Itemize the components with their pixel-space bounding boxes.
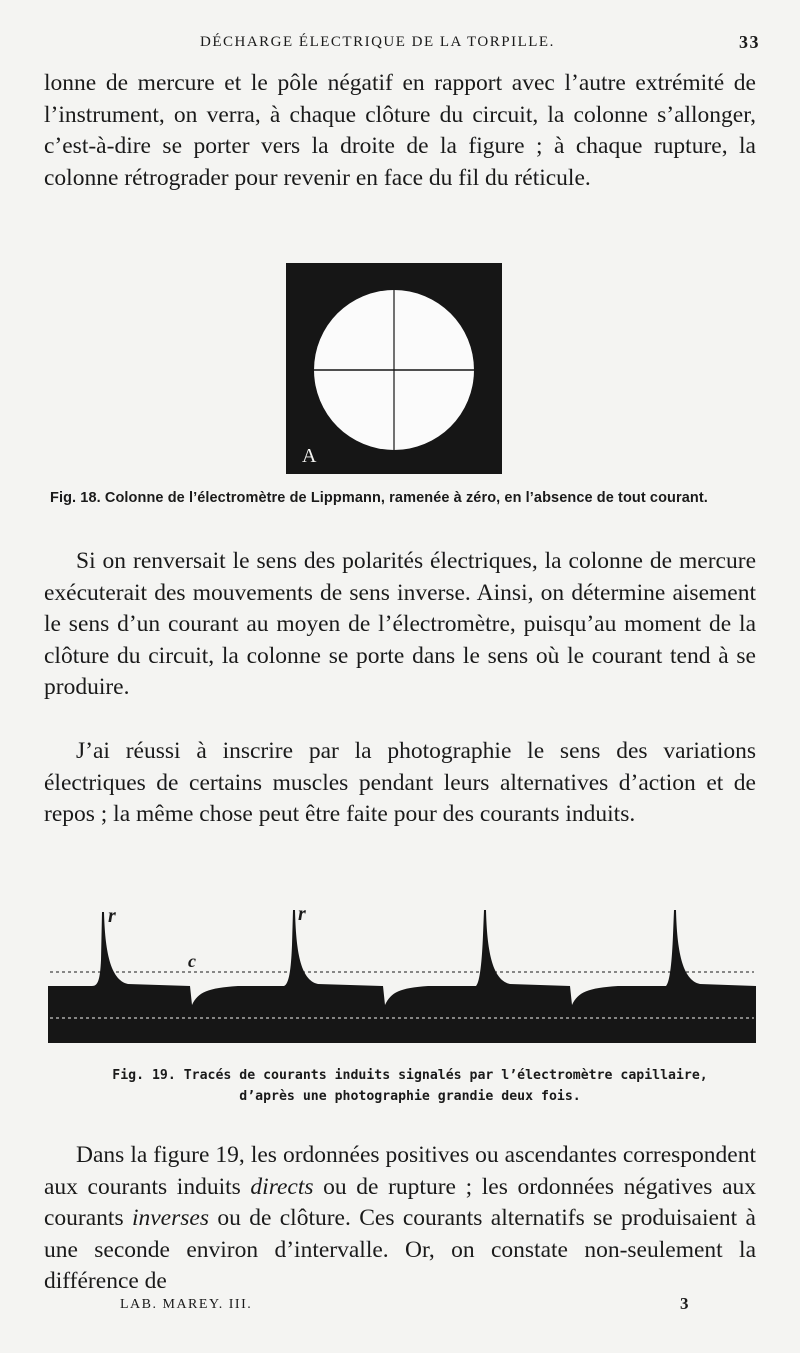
paragraph-4-emphasis-inverses: inverses bbox=[131, 1205, 209, 1231]
figure-19-caption bbox=[90, 1065, 730, 1107]
footer-signature: LAB. MAREY. III. bbox=[120, 1297, 253, 1312]
figure-19-label-r1: r bbox=[108, 905, 116, 927]
paragraph-4-part-1: Dans la figure 19, les ordonnées positives ou ascendantes correspondent aux courants induits bbox=[44, 1142, 756, 1200]
figure-18-caption-text: Colonne de l’électromètre de Lippmann, ramenée à zéro, en l’absence de tout courant. bbox=[100, 490, 708, 506]
figure-19-label-c: c bbox=[188, 951, 196, 971]
figure-19-label-r2: r bbox=[298, 903, 306, 925]
figure-19-trace-band bbox=[48, 910, 756, 1043]
figure-19-traces bbox=[48, 900, 756, 1045]
page-number: 33 bbox=[739, 32, 760, 52]
figure-18-label: A bbox=[302, 445, 317, 467]
footer-gathering-number: 3 bbox=[680, 1294, 690, 1313]
figure-18-caption-number: Fig. 18. bbox=[50, 490, 101, 506]
paragraph-2: Si on renversait le sens des polarités électriques, la colonne de mercure exécuterait des mouvements de sens inverse. Ainsi, on détermine aisement le sens d’un courant au moyen de l’électromètre, puisqu’au moment de la clôture du circuit, la colonne se porte dans le sens où le courant tend à se produire. bbox=[44, 548, 756, 700]
running-title: DÉCHARGE ÉLECTRIQUE DE LA TORPILLE. bbox=[200, 34, 555, 50]
paragraph-4 bbox=[44, 1140, 756, 1298]
paragraph-1: lonne de mercure et le pôle négatif en rapport avec l’autre extrémité de l’instrument, on verra, à chaque clôture du circuit, la colonne s’allonger, c’est-à-dire se porter vers la droite de la figure ; à chaque rupture, la colonne rétrograder pour revenir en face du fil du réticule. bbox=[44, 70, 756, 191]
paragraph-4-part-3: ou de clôture. Ces courants alternatifs se produisaient à une seconde environ d’intervalle. Or, on constate non-seulement la différence de bbox=[44, 1205, 756, 1294]
figure-18-caption bbox=[50, 490, 760, 506]
figure-19-caption-line-1: Fig. 19. Tracés de courants induits signalés par l’électromètre capillaire, bbox=[112, 1068, 708, 1083]
paragraph-4-part-2: ou de rupture ; les ordonnées négatives aux courants bbox=[44, 1173, 756, 1231]
figure-19-caption-line-2: d’après une photographie grandie deux fois. bbox=[239, 1089, 581, 1104]
figure-18-electrometer bbox=[286, 263, 502, 474]
paragraph-3: J’ai réussi à inscrire par la photographie le sens des variations électriques de certains muscles pendant leurs alternatives d’action et de repos ; la même chose peut être faite pour des courants induits. bbox=[44, 738, 756, 827]
paragraph-4-emphasis-directs: directs bbox=[250, 1173, 314, 1200]
